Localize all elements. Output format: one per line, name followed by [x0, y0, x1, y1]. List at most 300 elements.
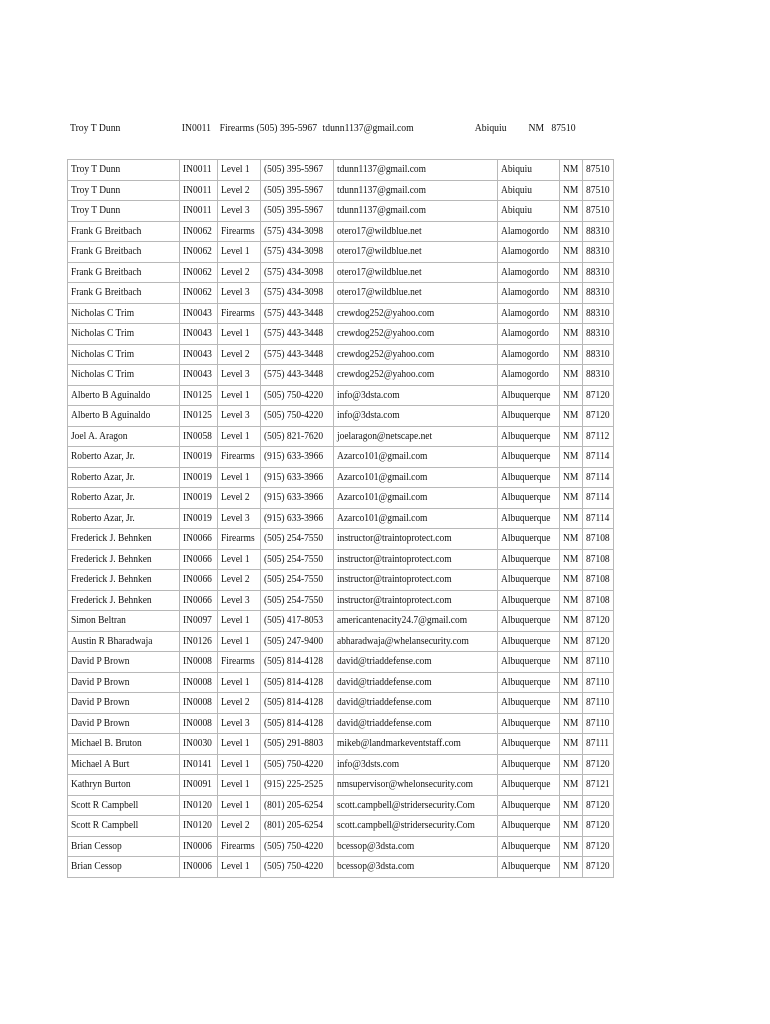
- table-row: [68, 549, 614, 570]
- cell-city: [498, 775, 559, 796]
- cell-city-text: Albuquerque: [501, 532, 551, 545]
- cell-id: [180, 324, 218, 345]
- cell-id-text: IN0126: [183, 634, 212, 647]
- cell-phone: [261, 344, 334, 365]
- cell-phone: [261, 447, 334, 468]
- cell-state: [559, 611, 582, 632]
- cell-id: [180, 549, 218, 570]
- cell-name: [68, 160, 180, 181]
- cell-email-text: david@triaddefense.com: [336, 696, 432, 709]
- cell-state-text: NM: [562, 839, 578, 852]
- cell-level-text: Level 1: [221, 552, 250, 565]
- cell-id-text: IN0091: [183, 778, 212, 791]
- cell-name-text: Simon Beltran: [71, 614, 126, 627]
- cell-city-text: Albuquerque: [501, 860, 551, 873]
- cell-state: [559, 795, 582, 816]
- cell-zip-text: 87114: [585, 491, 609, 504]
- cell-phone: [261, 652, 334, 673]
- cell-zip: [582, 713, 614, 734]
- cell-state-text: NM: [562, 634, 578, 647]
- cell-phone: [261, 795, 334, 816]
- cell-state-text: NM: [562, 532, 578, 545]
- cell-city-text: Albuquerque: [501, 593, 551, 606]
- cell-city: [498, 324, 559, 345]
- cell-phone-text: (915) 633-3966: [264, 450, 324, 463]
- table-row: [68, 836, 614, 857]
- cell-zip: [582, 221, 614, 242]
- cell-state-text: NM: [562, 286, 578, 299]
- cell-city-text: Albuquerque: [501, 573, 551, 586]
- cell-name: [68, 447, 180, 468]
- cell-level-text: Firearms: [221, 655, 255, 668]
- cell-id: [180, 365, 218, 386]
- cell-id-text: IN0006: [183, 860, 212, 873]
- cell-name-text: Frank G Breitbach: [71, 286, 142, 299]
- cell-email: [333, 406, 497, 427]
- cell-zip: [582, 324, 614, 345]
- cell-name-text: Nicholas C Trim: [71, 368, 135, 381]
- cell-id-text: IN0066: [183, 532, 212, 545]
- cell-state-text: NM: [562, 696, 578, 709]
- cell-zip-text: 87121: [585, 778, 610, 791]
- cell-phone: [261, 262, 334, 283]
- cell-name: [68, 836, 180, 857]
- cell-name: [68, 508, 180, 529]
- cell-state: [559, 631, 582, 652]
- cell-state: [559, 467, 582, 488]
- cell-zip-text: 88310: [585, 224, 610, 237]
- cell-zip-text: 87114: [585, 450, 609, 463]
- cell-phone: [261, 713, 334, 734]
- cell-phone-text: (505) 291-8803: [264, 737, 324, 750]
- cell-state-text: NM: [562, 388, 578, 401]
- cell-email: [333, 242, 497, 263]
- cell-city: [498, 426, 559, 447]
- cell-level: [218, 467, 261, 488]
- cell-name: [68, 303, 180, 324]
- cell-id: [180, 734, 218, 755]
- table-row: [68, 447, 614, 468]
- table-row: [68, 180, 614, 201]
- cell-id: [180, 447, 218, 468]
- cell-email-text: bcessop@3dsta.com: [336, 839, 415, 852]
- cell-email: [333, 775, 497, 796]
- cell-id: [180, 467, 218, 488]
- table-row: [68, 734, 614, 755]
- cell-city: [498, 836, 559, 857]
- cell-city-text: Albuquerque: [501, 778, 551, 791]
- cell-phone: [261, 590, 334, 611]
- cell-city: [498, 857, 559, 878]
- cell-zip: [582, 488, 614, 509]
- header-city: Abiquiu: [474, 122, 507, 134]
- cell-zip-text: 87108: [585, 593, 610, 606]
- cell-level-text: Level 1: [221, 675, 250, 688]
- cell-city: [498, 816, 559, 837]
- cell-city-text: Abiquiu: [501, 204, 533, 217]
- cell-city: [498, 672, 559, 693]
- cell-phone: [261, 406, 334, 427]
- cell-state: [559, 693, 582, 714]
- cell-email: [333, 590, 497, 611]
- cell-state: [559, 303, 582, 324]
- table-row: [68, 570, 614, 591]
- cell-city-text: Alamogordo: [501, 286, 550, 299]
- cell-name-text: David P Brown: [71, 655, 130, 668]
- cell-zip-text: 87120: [585, 388, 610, 401]
- cell-phone: [261, 160, 334, 181]
- cell-state-text: NM: [562, 450, 578, 463]
- cell-state-text: NM: [562, 655, 578, 668]
- cell-level-text: Level 2: [221, 491, 250, 504]
- cell-level: [218, 488, 261, 509]
- cell-zip-text: 88310: [585, 245, 610, 258]
- cell-state-text: NM: [562, 368, 578, 381]
- cell-name-text: Roberto Azar, Jr.: [71, 511, 135, 524]
- cell-phone-text: (505) 814-4128: [264, 696, 324, 709]
- cell-level-text: Level 1: [221, 245, 250, 258]
- cell-level: [218, 631, 261, 652]
- cell-city: [498, 508, 559, 529]
- cell-id-text: IN0125: [183, 388, 212, 401]
- cell-zip: [582, 795, 614, 816]
- cell-level: [218, 180, 261, 201]
- cell-level: [218, 262, 261, 283]
- cell-city: [498, 488, 559, 509]
- cell-phone: [261, 385, 334, 406]
- cell-city-text: Albuquerque: [501, 716, 551, 729]
- cell-phone: [261, 570, 334, 591]
- header-level: Firearms: [219, 122, 255, 134]
- cell-phone: [261, 816, 334, 837]
- cell-level: [218, 365, 261, 386]
- cell-state: [559, 201, 582, 222]
- cell-name-text: Scott R Campbell: [71, 819, 139, 832]
- cell-state-text: NM: [562, 245, 578, 258]
- header-id: IN0011: [181, 122, 211, 134]
- table-row: [68, 160, 614, 181]
- cell-level-text: Level 3: [221, 204, 250, 217]
- cell-id-text: IN0019: [183, 450, 212, 463]
- cell-state: [559, 652, 582, 673]
- cell-city: [498, 754, 559, 775]
- cell-name: [68, 365, 180, 386]
- cell-zip: [582, 365, 614, 386]
- cell-name: [68, 775, 180, 796]
- cell-zip-text: 87120: [585, 634, 610, 647]
- cell-name-text: Michael B. Bruton: [71, 737, 142, 750]
- cell-email: [333, 467, 497, 488]
- cell-level: [218, 529, 261, 550]
- cell-email-text: otero17@wildblue.net: [336, 286, 422, 299]
- cell-id: [180, 262, 218, 283]
- cell-name-text: Frank G Breitbach: [71, 245, 142, 258]
- cell-email: [333, 324, 497, 345]
- cell-level-text: Level 2: [221, 696, 250, 709]
- cell-phone: [261, 467, 334, 488]
- cell-zip-text: 87114: [585, 470, 609, 483]
- header-state: NM: [528, 122, 545, 134]
- cell-state: [559, 754, 582, 775]
- cell-state: [559, 508, 582, 529]
- cell-level: [218, 611, 261, 632]
- cell-name-text: Roberto Azar, Jr.: [71, 470, 135, 483]
- cell-id: [180, 754, 218, 775]
- cell-level-text: Firearms: [221, 450, 255, 463]
- cell-city-text: Alamogordo: [501, 327, 550, 340]
- cell-level-text: Level 1: [221, 798, 250, 811]
- cell-level: [218, 344, 261, 365]
- cell-phone-text: (505) 395-5967: [264, 183, 324, 196]
- cell-city-text: Albuquerque: [501, 429, 551, 442]
- cell-phone-text: (801) 205-6254: [264, 798, 324, 811]
- cell-state-text: NM: [562, 798, 578, 811]
- cell-email: [333, 508, 497, 529]
- cell-email-text: info@3dsta.com: [336, 388, 400, 401]
- cell-state: [559, 734, 582, 755]
- cell-zip: [582, 303, 614, 324]
- cell-email: [333, 857, 497, 878]
- cell-phone-text: (915) 633-3966: [264, 470, 324, 483]
- cell-name-text: Frank G Breitbach: [71, 265, 142, 278]
- cell-id: [180, 529, 218, 550]
- cell-city-text: Albuquerque: [501, 614, 551, 627]
- cell-email-text: tdunn1137@gmail.com: [336, 163, 426, 176]
- cell-id-text: IN0120: [183, 798, 212, 811]
- cell-name-text: Alberto B Aguinaldo: [71, 388, 151, 401]
- cell-phone-text: (505) 247-9400: [264, 634, 324, 647]
- cell-name-text: Nicholas C Trim: [71, 306, 135, 319]
- cell-email-text: instructor@traintoprotect.com: [336, 532, 452, 545]
- cell-city: [498, 385, 559, 406]
- cell-state: [559, 590, 582, 611]
- cell-zip-text: 88310: [585, 265, 610, 278]
- cell-zip-text: 87108: [585, 573, 610, 586]
- cell-zip-text: 87510: [585, 183, 610, 196]
- table-row: [68, 652, 614, 673]
- cell-email: [333, 713, 497, 734]
- cell-email: [333, 365, 497, 386]
- cell-name: [68, 857, 180, 878]
- cell-city: [498, 631, 559, 652]
- cell-id-text: IN0043: [183, 306, 212, 319]
- cell-state-text: NM: [562, 183, 578, 196]
- cell-id-text: IN0008: [183, 716, 212, 729]
- cell-level: [218, 857, 261, 878]
- cell-id-text: IN0141: [183, 757, 212, 770]
- cell-city-text: Albuquerque: [501, 737, 551, 750]
- cell-phone-text: (505) 417-8053: [264, 614, 324, 627]
- cell-id: [180, 631, 218, 652]
- cell-zip-text: 88310: [585, 286, 610, 299]
- cell-name: [68, 324, 180, 345]
- cell-name-text: Troy T Dunn: [71, 204, 121, 217]
- cell-email: [333, 201, 497, 222]
- cell-level: [218, 570, 261, 591]
- cell-email: [333, 754, 497, 775]
- table-row: [68, 713, 614, 734]
- cell-level: [218, 324, 261, 345]
- table-row: [68, 426, 614, 447]
- cell-email: [333, 734, 497, 755]
- cell-state-text: NM: [562, 778, 578, 791]
- cell-name: [68, 549, 180, 570]
- cell-email-text: info@3dsts.com: [336, 757, 399, 770]
- table-row: [68, 467, 614, 488]
- cell-city: [498, 467, 559, 488]
- cell-id: [180, 242, 218, 263]
- cell-id: [180, 221, 218, 242]
- cell-level: [218, 385, 261, 406]
- cell-name-text: Troy T Dunn: [71, 183, 121, 196]
- cell-state: [559, 242, 582, 263]
- cell-level-text: Level 2: [221, 573, 250, 586]
- cell-state-text: NM: [562, 163, 578, 176]
- cell-level-text: Level 1: [221, 429, 250, 442]
- table-row: [68, 611, 614, 632]
- cell-level-text: Level 1: [221, 737, 250, 750]
- cell-level: [218, 447, 261, 468]
- cell-level-text: Firearms: [221, 532, 255, 545]
- cell-id: [180, 590, 218, 611]
- cell-city-text: Alamogordo: [501, 347, 550, 360]
- cell-email: [333, 549, 497, 570]
- cell-name-text: Michael A Burt: [71, 757, 130, 770]
- cell-state: [559, 713, 582, 734]
- cell-email-text: nmsupervisor@whelonsecurity.com: [336, 778, 473, 791]
- cell-phone-text: (915) 225-2525: [264, 778, 324, 791]
- cell-id: [180, 611, 218, 632]
- cell-id: [180, 385, 218, 406]
- cell-id: [180, 857, 218, 878]
- cell-zip-text: 87110: [585, 655, 609, 668]
- cell-id-text: IN0019: [183, 511, 212, 524]
- cell-id: [180, 283, 218, 304]
- cell-email: [333, 262, 497, 283]
- cell-zip: [582, 180, 614, 201]
- cell-email: [333, 611, 497, 632]
- table-row: [68, 857, 614, 878]
- cell-phone: [261, 734, 334, 755]
- cell-state-text: NM: [562, 347, 578, 360]
- cell-zip-text: 88310: [585, 306, 610, 319]
- cell-name: [68, 180, 180, 201]
- cell-email-text: crewdog252@yahoo.com: [336, 327, 435, 340]
- cell-id: [180, 795, 218, 816]
- cell-level: [218, 406, 261, 427]
- cell-city: [498, 180, 559, 201]
- cell-zip-text: 87112: [585, 429, 609, 442]
- cell-state: [559, 570, 582, 591]
- cell-state: [559, 529, 582, 550]
- cell-phone: [261, 365, 334, 386]
- cell-level-text: Level 2: [221, 265, 250, 278]
- cell-name-text: Brian Cessop: [71, 839, 122, 852]
- cell-phone-text: (915) 633-3966: [264, 511, 324, 524]
- cell-phone-text: (575) 434-3098: [264, 224, 324, 237]
- cell-zip-text: 87110: [585, 716, 609, 729]
- cell-zip: [582, 590, 614, 611]
- cell-email-text: instructor@traintoprotect.com: [336, 552, 452, 565]
- cell-email: [333, 180, 497, 201]
- cell-city: [498, 529, 559, 550]
- cell-email-text: abharadwaja@whelansecurity.com: [336, 634, 469, 647]
- cell-zip-text: 87120: [585, 819, 610, 832]
- cell-id-text: IN0097: [183, 614, 212, 627]
- cell-level-text: Firearms: [221, 224, 255, 237]
- cell-id-text: IN0019: [183, 470, 212, 483]
- cell-name-text: Austin R Bharadwaja: [71, 634, 153, 647]
- cell-email-text: crewdog252@yahoo.com: [336, 347, 435, 360]
- cell-state: [559, 426, 582, 447]
- cell-phone-text: (505) 814-4128: [264, 716, 324, 729]
- cell-zip: [582, 570, 614, 591]
- header-phone: (505) 395-5967: [256, 122, 318, 134]
- cell-zip: [582, 549, 614, 570]
- cell-city-text: Albuquerque: [501, 757, 551, 770]
- table-row: [68, 385, 614, 406]
- cell-name-text: Alberto B Aguinaldo: [71, 409, 151, 422]
- cell-phone-text: (575) 443-3448: [264, 347, 324, 360]
- cell-id-text: IN0058: [183, 429, 212, 442]
- cell-name: [68, 283, 180, 304]
- cell-name-text: Nicholas C Trim: [71, 347, 135, 360]
- cell-state-text: NM: [562, 552, 578, 565]
- cell-city-text: Albuquerque: [501, 409, 551, 422]
- table-row: [68, 488, 614, 509]
- cell-phone: [261, 549, 334, 570]
- cell-city-text: Albuquerque: [501, 552, 551, 565]
- cell-zip: [582, 508, 614, 529]
- cell-zip: [582, 611, 614, 632]
- cell-city: [498, 201, 559, 222]
- cell-name-text: Kathryn Burton: [71, 778, 131, 791]
- cell-state-text: NM: [562, 511, 578, 524]
- cell-state-text: NM: [562, 429, 578, 442]
- cell-name: [68, 713, 180, 734]
- cell-name-text: Scott R Campbell: [71, 798, 139, 811]
- cell-zip: [582, 631, 614, 652]
- cell-city-text: Abiquiu: [501, 183, 533, 196]
- cell-zip-text: 87111: [585, 737, 609, 750]
- cell-city-text: Albuquerque: [501, 470, 551, 483]
- cell-phone-text: (505) 814-4128: [264, 655, 324, 668]
- cell-city-text: Albuquerque: [501, 675, 551, 688]
- cell-state: [559, 160, 582, 181]
- cell-id: [180, 406, 218, 427]
- cell-email: [333, 529, 497, 550]
- cell-state: [559, 283, 582, 304]
- cell-id-text: IN0062: [183, 245, 212, 258]
- cell-phone: [261, 180, 334, 201]
- cell-phone: [261, 631, 334, 652]
- cell-email-text: david@triaddefense.com: [336, 655, 432, 668]
- cell-level-text: Level 2: [221, 819, 250, 832]
- cell-level: [218, 754, 261, 775]
- cell-email-text: crewdog252@yahoo.com: [336, 368, 435, 381]
- table-row: [68, 754, 614, 775]
- cell-name-text: Brian Cessop: [71, 860, 122, 873]
- cell-state-text: NM: [562, 675, 578, 688]
- cell-name-text: Roberto Azar, Jr.: [71, 450, 135, 463]
- cell-zip: [582, 693, 614, 714]
- cell-city-text: Albuquerque: [501, 634, 551, 647]
- cell-name: [68, 590, 180, 611]
- cell-level-text: Level 3: [221, 716, 250, 729]
- cell-zip: [582, 385, 614, 406]
- cell-state: [559, 406, 582, 427]
- cell-name: [68, 488, 180, 509]
